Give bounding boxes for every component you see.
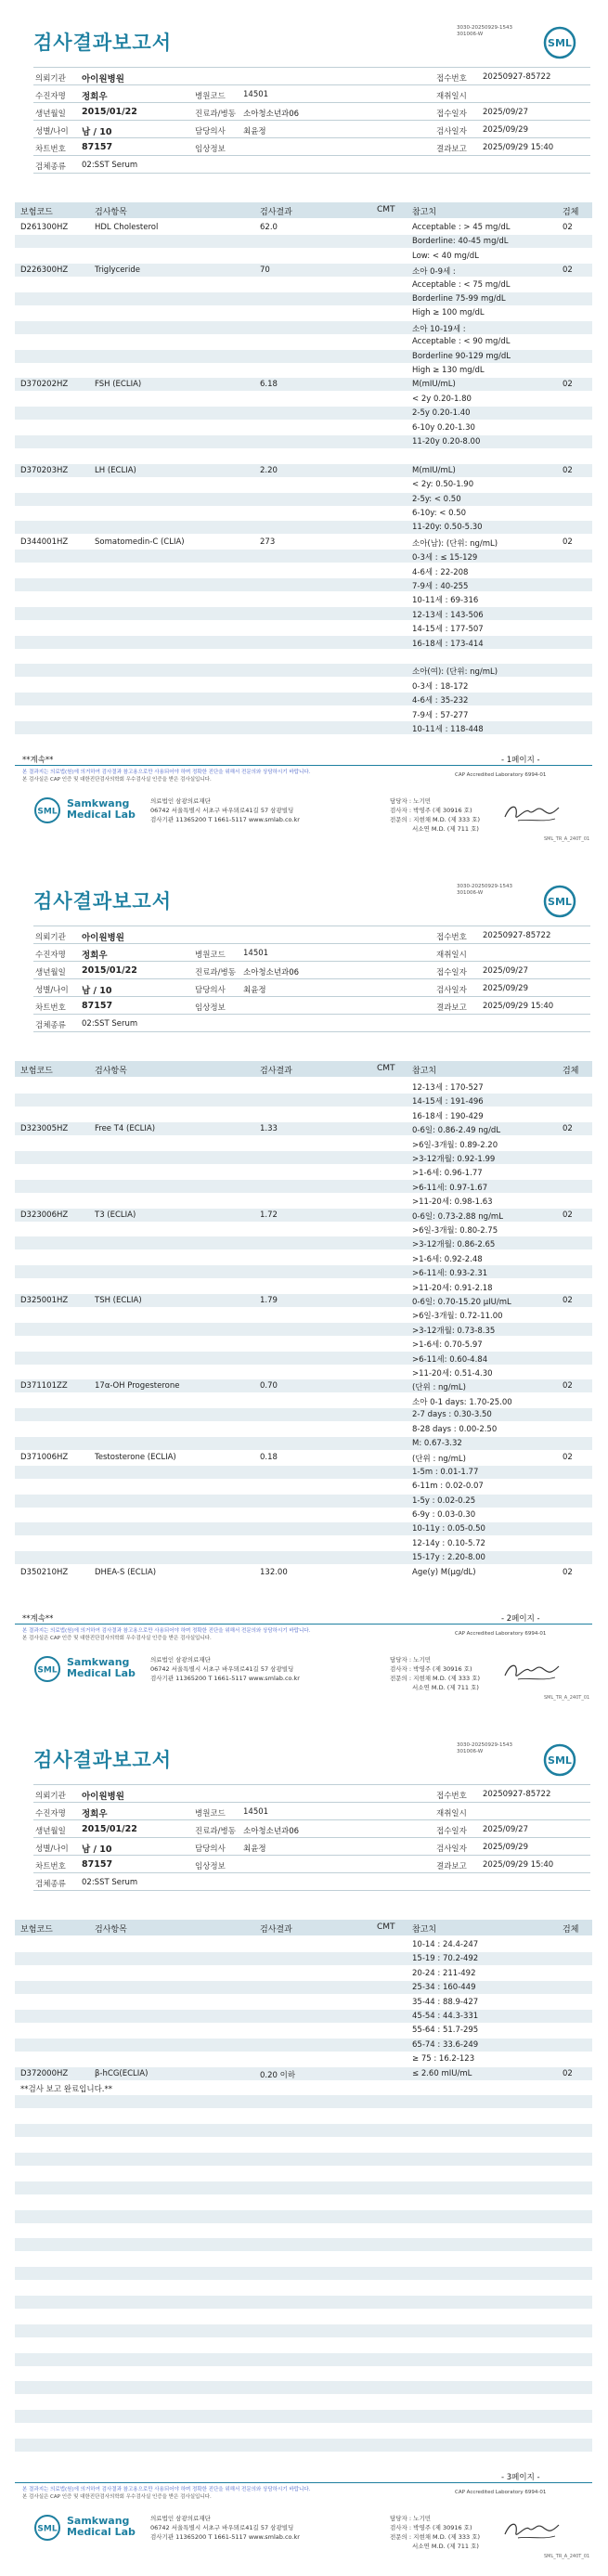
reference-range: >6-11세: 0.97-1.67 — [412, 1183, 488, 1193]
footer-signers: 담당자 : 노기민 검사자 : 박영주 (제 30916 호) 전문의 : 지현채 M.D. (제 333 호) 서소연 M.D. (제 711 호) — [390, 2515, 481, 2550]
table-row — [15, 1094, 592, 1107]
reference-range: >11-20세: 0.51-4.30 — [412, 1369, 493, 1379]
test-code: D370203HZ — [20, 465, 69, 475]
reference-range: M(mIU/mL) — [412, 465, 456, 475]
table-row — [15, 2110, 592, 2123]
reference-range: 소아 0-9세 : — [412, 267, 456, 278]
reference-range: 25-34 : 160-449 — [412, 1983, 476, 1993]
footer-signers: 담당자 : 노기민 검사자 : 박영주 (제 30916 호) 전문의 : 지현채 M.D. (제 333 호) 서소연 M.D. (제 711 호) — [390, 797, 481, 833]
table-row — [15, 1537, 592, 1550]
table-row — [15, 235, 592, 248]
table-row — [15, 621, 592, 634]
table-row — [15, 449, 592, 462]
table-row — [15, 264, 592, 277]
table-row — [15, 1280, 592, 1293]
reference-range: >6-11세: 0.93-2.31 — [412, 1269, 488, 1279]
reference-range: >6일-3개월: 0.80-2.75 — [412, 1226, 498, 1236]
reference-range: 1-5m : 0.01-1.77 — [412, 1467, 479, 1477]
table-row — [15, 2353, 592, 2366]
table-row — [15, 2010, 592, 2023]
table-header: 보험코드 검사항목 검사결과 CMT 참고치 검체 — [15, 1920, 592, 1935]
table-row — [15, 393, 592, 406]
table-row — [15, 1223, 592, 1236]
specimen-code: 02 — [563, 537, 573, 547]
test-name: Triglyceride — [95, 265, 140, 276]
test-name: 17α-OH Progesterone — [95, 1381, 180, 1392]
reference-range: 소아(남): (단위: ng/mL) — [412, 538, 498, 549]
logo-text: SML — [548, 37, 572, 49]
reference-range: Age(y) M(µg/dL) — [412, 1567, 476, 1577]
reference-range: >6-11세: 0.60-4.84 — [412, 1354, 488, 1365]
table-row — [15, 1209, 592, 1222]
reference-range: 45-54 : 44.3-331 — [412, 2012, 479, 2021]
table-row — [15, 2167, 592, 2180]
specimen-code: 02 — [563, 265, 573, 276]
test-result: 1.33 — [260, 1124, 278, 1134]
test-code: D344001HZ — [20, 537, 69, 547]
report-page-2: 검사결과보고서 3030-20250929-1543 301006-W SML 의뢰기관 아이원병원 접수번호 20250927-85722 수진자명 정희우 병원코드 14501 재취일시 생년월일 2015/01/22 진료과/병동 소아청소년과06 접수일자 2025/09/27 성별/나이 남 / 10 담당의사 최윤정 검사일자 2025/09/29 차트번호 87157 임상정보 결과보고 2025/09/29 15:40 검체종류 02:SST Serum 보험코드 검사항목 검사결과 CMT 참고치 검체 **계속** - 2페이지 - 본 결과지는 의료법(원)에 의거하여 검사결과 참고용으로만 사용되어야 하며 정확한 진단을 위해서 전문의와 상담하시기 바랍니다. 본 검사실은 CAP 인증 및 대한진단검사의학회 우수검사실 인증을 받은 검사실입니다. CAP Accredited Laboratory 6994-01 SML Samkwang Medical Lab 의료법인 삼광의료재단 06742 서울특별시 서초구 바우뫼로41길 57 삼광빌딩 검사기관 11365200 T 1661-5117 www.smlab.co.kr 담당자 : 노기민 검사자 : 박영주 (제 30916 호) 전문의 : 지현채 M.D. (제 333 호) 서소연 M.D. (제 711 호) SML_TR_A_240T_01 12-13세 : 170-527 14-15세 : 191-496 16-18세 : 190-429 D323005HZ Free T4 (ECLIA) 1.33 0-6일: 0.86-2.49 ng/dL 02 >6일-3개월: 0.89-2.20 >3-12개월: 0.92-1.99 >1-6세: 0.96-1.77 >6-11세: 0.97-1.67 >11-20세: 0.98-1.63 D323006HZ T3 (ECLIA) 1.72 0-6일: 0.73-2.88 ng/mL 02 >6일-3개월: 0.80-2.75 >3-12개월: 0.86-2.65 >1-6세: 0.92-2.48 >6-11세: 0.93-2.31 >11-20세: 0.91-2.18 D325001HZ TSH (ECLIA) 1.79 0-6일: 0.70-15.20 µIU/mL 02 >6일-3개월: 0.72-11.00 >3-12개월: 0.73-8.35 >1-6세: 0.70-5.97 >6-11세: 0.60-4.84 >11-20세: 0.51-4.30 D371101ZZ 17α-OH Progesterone 0.70 (단위 : ng/mL) 02 소아 0-1 days: 1.70-25.00 2-7 days : 0.30-3.50 8-28 days : 0.00-2.50 M: 0.67-3.32 D371006HZ Testosterone (ECLIA) 0.18 (단위 : ng/mL) 02 1-5m : 0.01-1.77 6-11m : 0.02-0.07 1-5y : 0.02-0.25 6-9y : 0.03-0.30 10-11y : 0.05-0.50 12-14y : 0.10-5.72 15-17y : 2.20-8.00 D350210HZ DHEA-S (ECLIA) 132.00 Age(y) M(µg/dL) 02 — [0, 859, 608, 1717]
reference-range: < 2y: 0.50-1.90 — [412, 480, 474, 490]
test-code: D371006HZ — [20, 1453, 69, 1463]
table-row — [15, 2381, 592, 2394]
reference-range: 14-15세 : 177-507 — [412, 625, 484, 635]
specimen-code: 02 — [563, 465, 573, 475]
continue-text: **계속** — [22, 756, 54, 765]
table-row — [15, 578, 592, 591]
specimen-code: 02 — [563, 380, 573, 390]
footer-note: 본 결과지는 의료법(원)에 의거하여 검사결과 참고용으로만 사용되어야 하며 정확한 진단을 위해서 전문의와 상담하시기 바랍니다. — [22, 2487, 311, 2492]
table-row — [15, 1508, 592, 1521]
signature-icon — [501, 2516, 566, 2545]
reference-range: 0-3세 : ≤ 15-129 — [412, 553, 478, 563]
sml-logo-icon — [543, 885, 576, 918]
test-name: β-hCG(ECLIA) — [95, 2068, 149, 2078]
value-collector: 정희우 — [82, 92, 108, 102]
test-name: Somatomedin-C (CLIA) — [95, 537, 185, 547]
table-row — [15, 1352, 592, 1365]
test-code: D350210HZ — [20, 1567, 69, 1577]
table-row — [15, 1938, 592, 1951]
reference-range: Acceptable : < 90 mg/dL — [412, 337, 511, 347]
test-code: D371101ZZ — [20, 1381, 68, 1392]
reference-range: 4-6세 : 22-208 — [412, 567, 469, 577]
specimen-code: 02 — [563, 1296, 573, 1305]
table-row — [15, 1451, 592, 1464]
table-row — [15, 2039, 592, 2052]
table-row — [15, 2338, 592, 2351]
test-name: TSH (ECLIA) — [95, 1296, 142, 1305]
table-row — [15, 2267, 592, 2280]
test-code: **검사 보고 완료입니다.** — [20, 2085, 113, 2094]
table-row — [15, 2139, 592, 2152]
reference-range: 14-15세 : 191-496 — [412, 1097, 484, 1107]
specimen-code: 02 — [563, 1453, 573, 1463]
test-result: 62.0 — [260, 223, 278, 232]
reference-range: 0-6일: 0.70-15.20 µIU/mL — [412, 1298, 511, 1307]
reference-range: 0-6일: 0.73-2.88 ng/mL — [412, 1211, 503, 1222]
form-code: SML_TR_A_240T_01 — [544, 1695, 590, 1701]
footer-note-2: 본 검사실은 CAP 인증 및 대한진단검사의학회 우수검사실 인증을 받은 검사실입니다. — [22, 1636, 212, 1641]
table-row — [15, 1480, 592, 1493]
table-row — [15, 1981, 592, 1994]
reference-range: M: 0.67-3.32 — [412, 1439, 462, 1448]
value-receipt-no: 20250927-85722 — [483, 72, 551, 82]
test-result: 0.20 이하 — [260, 2070, 296, 2080]
table-row — [15, 1495, 592, 1508]
sml-logo-icon — [543, 26, 576, 59]
table-row — [15, 1180, 592, 1193]
table-row — [15, 2181, 592, 2194]
reference-range: 2-5y: < 0.50 — [412, 494, 461, 504]
reference-range: (단위 : ng/mL) — [412, 1383, 466, 1393]
table-row — [15, 1394, 592, 1407]
reference-range: 15-19 : 70.2-492 — [412, 1954, 479, 1964]
reference-range: >1-6세: 0.70-5.97 — [412, 1340, 483, 1351]
doc-ref: 3030-20250929-1543 301006-W — [457, 1742, 512, 1754]
reference-range: 55-64 : 51.7-295 — [412, 2026, 479, 2036]
reference-range: Acceptable : < 75 mg/dL — [412, 279, 511, 290]
table-row — [15, 2052, 592, 2065]
table-row — [15, 2367, 592, 2380]
table-row — [15, 1551, 592, 1564]
footer-logo-icon — [33, 2514, 61, 2542]
table-row — [15, 1423, 592, 1436]
signature-icon — [501, 798, 566, 828]
table-row — [15, 1137, 592, 1150]
reference-range: 12-14y : 0.10-5.72 — [412, 1538, 485, 1548]
table-row — [15, 2067, 592, 2080]
footer-signers: 담당자 : 노기민 검사자 : 박영주 (제 30916 호) 전문의 : 지현채 M.D. (제 333 호) 서소연 M.D. (제 711 호) — [390, 1656, 481, 1691]
table-row — [15, 321, 592, 334]
footer-note-2: 본 검사실은 CAP 인증 및 대한진단검사의학회 우수검사실 인증을 받은 검사실입니다. — [22, 777, 212, 783]
table-row — [15, 421, 592, 434]
report-page-1: 검사결과보고서 3030-20250929-1543 301006-W SML 의뢰기관 아이원병원 접수번호 20250927-85722 수진자명 정희우 병원코드 14501 재취일시 생년월일 2015/01/22 진료과/병동 소아청소년과06 접수일자 2025/09/27 성별/나이 남 / 10 담당의사 최윤정 검사일자 2025/09/29 차트번호 87157 임상정보 결과보고 2025/09/29 15:40 검체종류 02:SST Serum 보험코드 검사항목 검사결과 CMT 참고치 검체 **계속** - 1페이지 - 본 결과지는 의료법(원)에 의거하여 검사결과 참고용으로만 사용되어야 하며 정확한 진단을 위해서 전문의와 상담하시기 바랍니다. 본 검사실은 CAP 인증 및 대한진단검사의학회 우수검사실 인증을 받은 검사실입니다. CAP Accredited Laboratory 6994-01 SML Samkwang Medical Lab 의료법인 삼광의료재단 06742 서울특별시 서초구 바우뫼로41길 57 삼광빌딩 검사기관 11365200 T 1661-5117 www.smlab.co.kr 담당자 : 노기민 검사자 : 박영주 (제 30916 호) 전문의 : 지현채 M.D. (제 333 호) 서소연 M.D. (제 711 호) SML_TR_A_240T_01 D261300HZ HDL Cholesterol 62.0 Acceptable : > 45 mg/dL 02 Borderline: 40-45 mg/dL Low: < 40 mg/dL D226300HZ Triglyceride 70 소아 0-9세 : 02 Acceptable : < 75 mg/dL Borderline 75-99 mg/dL High ≥ 100 mg/dL 소아 10-19세 : Acceptable : < 90 mg/dL Borderline 90-129 mg/dL High ≥ 130 mg/dL D370202HZ FSH (ECLIA) 6.18 M(mIU/mL) 02 < 2y 0.20-1.80 2-5y 0.20-1.40 6-10y 0.20-1.30 11-20y 0.20-8.00 D370203HZ LH (ECLIA) 2.20 M(mIU/mL) 02 < 2y: 0.50-1.90 2-5y: < 0.50 6-10y: < 0.50 11-20y: 0.50-5.30 D344001HZ Somatomedin-C (CLIA) 273 소아(남): (단위: ng/mL) 02 0-3세 : ≤ 15-129 4-6세 : 22-208 7-9세 : 40-255 10-11세 : 69-316 12-13세 : 143-506 14-15세 : 177-507 16-18세 : 173-414 소아(여): (단위: ng/mL) 0-3세 : 18-172 4-6세 : 35-232 7-9세 : 57-277 10-11세 : 118-448 — [0, 0, 608, 859]
table-row — [15, 2425, 592, 2438]
report-title: 검사결과보고서 — [33, 32, 173, 54]
test-result: 70 — [260, 265, 270, 276]
test-result: 273 — [260, 537, 276, 547]
reference-range: < 2y 0.20-1.80 — [412, 394, 472, 404]
reference-range: 2-5y 0.20-1.40 — [412, 408, 471, 419]
table-row — [15, 1566, 592, 1579]
reference-range: 7-9세 : 40-255 — [412, 582, 469, 591]
reference-range: 10-11세 : 69-316 — [412, 596, 479, 606]
table-row — [15, 1466, 592, 1479]
table-row — [15, 2081, 592, 2094]
signature-icon — [501, 1657, 566, 1687]
test-name: Free T4 (ECLIA) — [95, 1124, 156, 1134]
table-row — [15, 1522, 592, 1535]
table-row — [15, 2210, 592, 2223]
table-row — [15, 2410, 592, 2423]
table-row — [15, 1366, 592, 1379]
reference-range: Borderline 90-129 mg/dL — [412, 351, 511, 361]
reference-range: 6-11m : 0.02-0.07 — [412, 1482, 484, 1492]
reference-range: 6-9y : 0.03-0.30 — [412, 1510, 476, 1520]
footer-brand: Samkwang Medical Lab — [67, 2515, 136, 2538]
page-number: - 2페이지 - — [501, 1614, 540, 1624]
report-page-3: 검사결과보고서 3030-20250929-1543 301006-W SML 의뢰기관 아이원병원 접수번호 20250927-85722 수진자명 정희우 병원코드 14501 재취일시 생년월일 2015/01/22 진료과/병동 소아청소년과06 접수일자 2025/09/27 성별/나이 남 / 10 담당의사 최윤정 검사일자 2025/09/29 차트번호 87157 임상정보 결과보고 2025/09/29 15:40 검체종류 02:SST Serum 보험코드 검사항목 검사결과 CMT 참고치 검체 - 3페이지 - 본 결과지는 의료법(원)에 의거하여 검사결과 참고용으로만 사용되어야 하며 정확한 진단을 위해서 전문의와 상담하시기 바랍니다. 본 검사실은 CAP 인증 및 대한진단검사의학회 우수검사실 인증을 받은 검사실입니다. CAP Accredited Laboratory 6994-01 SML Samkwang Medical Lab 의료법인 삼광의료재단 06742 서울특별시 서초구 바우뫼로41길 57 삼광빌딩 검사기관 11365200 T 1661-5117 www.smlab.co.kr 담당자 : 노기민 검사자 : 박영주 (제 30916 호) 전문의 : 지현채 M.D. (제 333 호) 서소연 M.D. (제 711 호) SML_TR_A_240T_01 10-14 : 24.4-247 15-19 : 70.2-492 20-24 : 211-492 25-34 : 160-449 35-44 : 88.9-427 45-54 : 44.3-331 55-64 : 51.7-295 65-74 : 33.6-249 ≥ 75 : 16.2-123 D372000HZ β-hCG(ECLIA) 0.20 이하 ≤ 2.60 mIU/mL 02 **검사 보고 완료입니다.** — [0, 1717, 608, 2576]
table-row — [15, 1080, 592, 1093]
table-row — [15, 2282, 592, 2295]
reference-range: 8-28 days : 0.00-2.50 — [412, 1424, 498, 1434]
table-row — [15, 1952, 592, 1965]
table-row — [15, 607, 592, 620]
reference-range: High ≥ 130 mg/dL — [412, 366, 485, 375]
svg-text:SML: SML — [548, 896, 572, 908]
table-row — [15, 1151, 592, 1164]
table-row — [15, 2195, 592, 2208]
table-row — [15, 1194, 592, 1207]
reference-range: 7-9세 : 57-277 — [412, 710, 469, 720]
table-row — [15, 1996, 592, 2009]
test-code: D226300HZ — [20, 265, 69, 276]
table-row — [15, 2238, 592, 2251]
table-row — [15, 1265, 592, 1278]
footer-logo-icon — [33, 796, 61, 824]
specimen-code: 02 — [563, 223, 573, 232]
reference-range: 35-44 : 88.9-427 — [412, 1997, 479, 2007]
test-name: HDL Cholesterol — [95, 223, 159, 232]
cap-accreditation: CAP Accredited Laboratory 6994-01 — [455, 2490, 547, 2495]
reference-range: 11-20y: 0.50-5.30 — [412, 523, 483, 533]
reference-range: 15-17y : 2.20-8.00 — [412, 1553, 485, 1563]
continue-text: **계속** — [22, 1614, 54, 1624]
reference-range: 4-6세 : 35-232 — [412, 696, 469, 706]
reference-range: Acceptable : > 45 mg/dL — [412, 223, 511, 232]
test-name: FSH (ECLIA) — [95, 380, 142, 390]
table-row — [15, 2310, 592, 2323]
specimen-code: 02 — [563, 1381, 573, 1392]
cap-accreditation: CAP Accredited Laboratory 6994-01 — [455, 1631, 547, 1637]
test-result: 1.72 — [260, 1210, 278, 1220]
table-header: 보험코드 검사항목 검사결과 CMT 참고치 검체 — [15, 1061, 592, 1077]
reference-range: 소아 0-1 days: 1.70-25.00 — [412, 1397, 512, 1407]
reference-range: Borderline 75-99 mg/dL — [412, 294, 506, 304]
footer-note: 본 결과지는 의료법(원)에 의거하여 검사결과 참고용으로만 사용되어야 하며 정확한 진단을 위해서 전문의와 상담하시기 바랍니다. — [22, 770, 311, 775]
doc-ref: 3030-20250929-1543 301006-W — [457, 884, 512, 896]
reference-range: >1-6세: 0.92-2.48 — [412, 1254, 483, 1264]
test-result: 0.70 — [260, 1381, 278, 1392]
reference-range: ≤ 2.60 mIU/mL — [412, 2068, 472, 2078]
form-code: SML_TR_A_240T_01 — [544, 836, 590, 842]
svg-text:SML: SML — [37, 1665, 58, 1676]
test-code: D372000HZ — [20, 2068, 69, 2078]
table-row — [15, 2024, 592, 2037]
reference-range: 소아(여): (단위: ng/mL) — [412, 667, 498, 678]
table-row — [15, 679, 592, 692]
table-row — [15, 550, 592, 563]
test-result: 132.00 — [260, 1567, 288, 1577]
table-row — [15, 2439, 592, 2452]
reference-range: 6-10y 0.20-1.30 — [412, 422, 475, 433]
value-institution: 아이원병원 — [82, 74, 124, 84]
specimen-code: 02 — [563, 1210, 573, 1220]
table-row — [15, 521, 592, 534]
table-row — [15, 1967, 592, 1980]
test-code: D325001HZ — [20, 1296, 69, 1305]
table-row — [15, 2396, 592, 2409]
reference-range: >11-20세: 0.98-1.63 — [412, 1197, 493, 1208]
table-row — [15, 407, 592, 420]
reference-range: >6일-3개월: 0.72-11.00 — [412, 1312, 503, 1322]
specimen-code: 02 — [563, 2068, 573, 2078]
test-code: D370202HZ — [20, 380, 69, 390]
footer-note-2: 본 검사실은 CAP 인증 및 대한진단검사의학회 우수검사실 인증을 받은 검사실입니다. — [22, 2494, 212, 2500]
reference-range: >3-12개월: 0.73-8.35 — [412, 1326, 496, 1336]
report-title: 검사결과보고서 — [33, 1749, 173, 1771]
table-row — [15, 378, 592, 391]
specimen-code: 02 — [563, 1567, 573, 1577]
test-result: 2.20 — [260, 465, 278, 475]
table-row — [15, 306, 592, 319]
table-row — [15, 1122, 592, 1135]
sml-logo-icon — [543, 1743, 576, 1777]
table-row — [15, 2095, 592, 2108]
footer-info: 의료법인 삼광의료재단 06742 서울특별시 서초구 바우뫼로41길 57 삼광빌딩 검사기관 11365200 T 1661-5117 www.smlab.co.kr — [150, 797, 300, 823]
table-row — [15, 493, 592, 506]
table-row — [15, 250, 592, 263]
table-row — [15, 478, 592, 491]
reference-range: >3-12개월: 0.86-2.65 — [412, 1240, 496, 1250]
reference-range: 12-13세 : 143-506 — [412, 610, 484, 620]
table-row — [15, 2124, 592, 2137]
table-row — [15, 2324, 592, 2337]
doc-ref: 3030-20250929-1543 301006-W — [457, 25, 512, 37]
cap-accreditation: CAP Accredited Laboratory 6994-01 — [455, 772, 547, 778]
table-row — [15, 1251, 592, 1264]
footer-info: 의료법인 삼광의료재단 06742 서울특별시 서초구 바우뫼로41길 57 삼광빌딩 검사기관 11365200 T 1661-5117 www.smlab.co.kr — [150, 1656, 300, 1682]
reference-range: >6일-3개월: 0.89-2.20 — [412, 1140, 498, 1150]
table-row — [15, 564, 592, 577]
table-row — [15, 507, 592, 520]
table-row — [15, 1337, 592, 1350]
reference-range: M(mIU/mL) — [412, 380, 456, 390]
reference-range: 10-14 : 24.4-247 — [412, 1940, 479, 1949]
reference-range: 16-18세 : 173-414 — [412, 639, 484, 649]
test-name: Testosterone (ECLIA) — [95, 1453, 176, 1463]
footer-brand: Samkwang Medical Lab — [67, 797, 136, 821]
table-row — [15, 1379, 592, 1392]
footer-logo-icon — [33, 1655, 61, 1683]
footer-note: 본 결과지는 의료법(원)에 의거하여 검사결과 참고용으로만 사용되어야 하며 정확한 진단을 위해서 전문의와 상담하시기 바랍니다. — [22, 1628, 311, 1634]
svg-text:SML: SML — [37, 807, 58, 817]
table-row — [15, 536, 592, 549]
reference-range: 6-10y: < 0.50 — [412, 509, 467, 518]
table-row — [15, 221, 592, 234]
table-row — [15, 1408, 592, 1421]
table-row — [15, 364, 592, 377]
test-name: LH (ECLIA) — [95, 465, 136, 475]
table-row — [15, 636, 592, 649]
reference-range: High ≥ 100 mg/dL — [412, 308, 485, 318]
table-row — [15, 2253, 592, 2266]
reference-range: 12-13세 : 170-527 — [412, 1083, 484, 1093]
report-title: 검사결과보고서 — [33, 890, 173, 913]
reference-range: 0-3세 : 18-172 — [412, 681, 469, 692]
test-result: 0.18 — [260, 1453, 278, 1463]
table-row — [15, 350, 592, 363]
svg-text:SML: SML — [37, 2524, 58, 2534]
reference-range: 2-7 days : 0.30-3.50 — [412, 1410, 492, 1420]
table-row — [15, 664, 592, 677]
table-row — [15, 650, 592, 663]
reference-range: 0-6일: 0.86-2.49 ng/dL — [412, 1126, 501, 1136]
label-institution: 의뢰기관 — [35, 74, 66, 84]
reference-range: 1-5y : 0.02-0.25 — [412, 1495, 476, 1506]
table-row — [15, 464, 592, 477]
table-row — [15, 335, 592, 348]
test-name: T3 (ECLIA) — [95, 1210, 136, 1220]
table-row — [15, 1108, 592, 1121]
test-code: D261300HZ — [20, 223, 69, 232]
reference-range: 20-24 : 211-492 — [412, 1968, 476, 1978]
page-number: - 3페이지 - — [501, 2473, 540, 2482]
reference-range: >11-20세: 0.91-2.18 — [412, 1283, 493, 1293]
reference-range: 65-74 : 33.6-249 — [412, 2039, 479, 2050]
test-code: D323006HZ — [20, 1210, 69, 1220]
table-row — [15, 292, 592, 305]
page-number: - 1페이지 - — [501, 756, 540, 765]
reference-range: Low: < 40 mg/dL — [412, 251, 479, 261]
table-row — [15, 1308, 592, 1321]
test-name: DHEA-S (ECLIA) — [95, 1567, 157, 1577]
table-row — [15, 1236, 592, 1249]
table-row — [15, 693, 592, 705]
specimen-code: 02 — [563, 1124, 573, 1134]
reference-range: 16-18세 : 190-429 — [412, 1111, 484, 1121]
reference-range: 10-11세 : 118-448 — [412, 725, 484, 734]
table-row — [15, 721, 592, 734]
table-row — [15, 1437, 592, 1450]
table-row — [15, 2224, 592, 2237]
reference-range: ≥ 75 : 16.2-123 — [412, 2054, 475, 2065]
reference-range: (단위 : ng/mL) — [412, 1455, 466, 1465]
reference-range: 소아 10-19세 : — [412, 324, 466, 334]
svg-text:SML: SML — [548, 1754, 572, 1767]
table-row — [15, 1294, 592, 1307]
table-row — [15, 1165, 592, 1178]
form-code: SML_TR_A_240T_01 — [544, 2554, 590, 2559]
reference-range: 10-11y : 0.05-0.50 — [412, 1524, 485, 1534]
table-row — [15, 707, 592, 720]
reference-range: Borderline: 40-45 mg/dL — [412, 237, 509, 247]
footer-info: 의료법인 삼광의료재단 06742 서울특별시 서초구 바우뫼로41길 57 삼광빌딩 검사기관 11365200 T 1661-5117 www.smlab.co.kr — [150, 2515, 300, 2541]
footer-brand: Samkwang Medical Lab — [67, 1656, 136, 1679]
table-row — [15, 1323, 592, 1336]
reference-range: >3-12개월: 0.92-1.99 — [412, 1155, 496, 1164]
test-result: 1.79 — [260, 1296, 278, 1305]
table-row — [15, 592, 592, 605]
table-header: 보험코드 검사항목 검사결과 CMT 참고치 검체 — [15, 202, 592, 218]
test-result: 6.18 — [260, 380, 278, 390]
table-row — [15, 2153, 592, 2166]
table-row — [15, 435, 592, 448]
reference-range: >1-6세: 0.96-1.77 — [412, 1169, 483, 1179]
test-code: D323005HZ — [20, 1124, 69, 1134]
table-row — [15, 2296, 592, 2309]
table-row — [15, 278, 592, 291]
reference-range: 11-20y 0.20-8.00 — [412, 437, 481, 447]
